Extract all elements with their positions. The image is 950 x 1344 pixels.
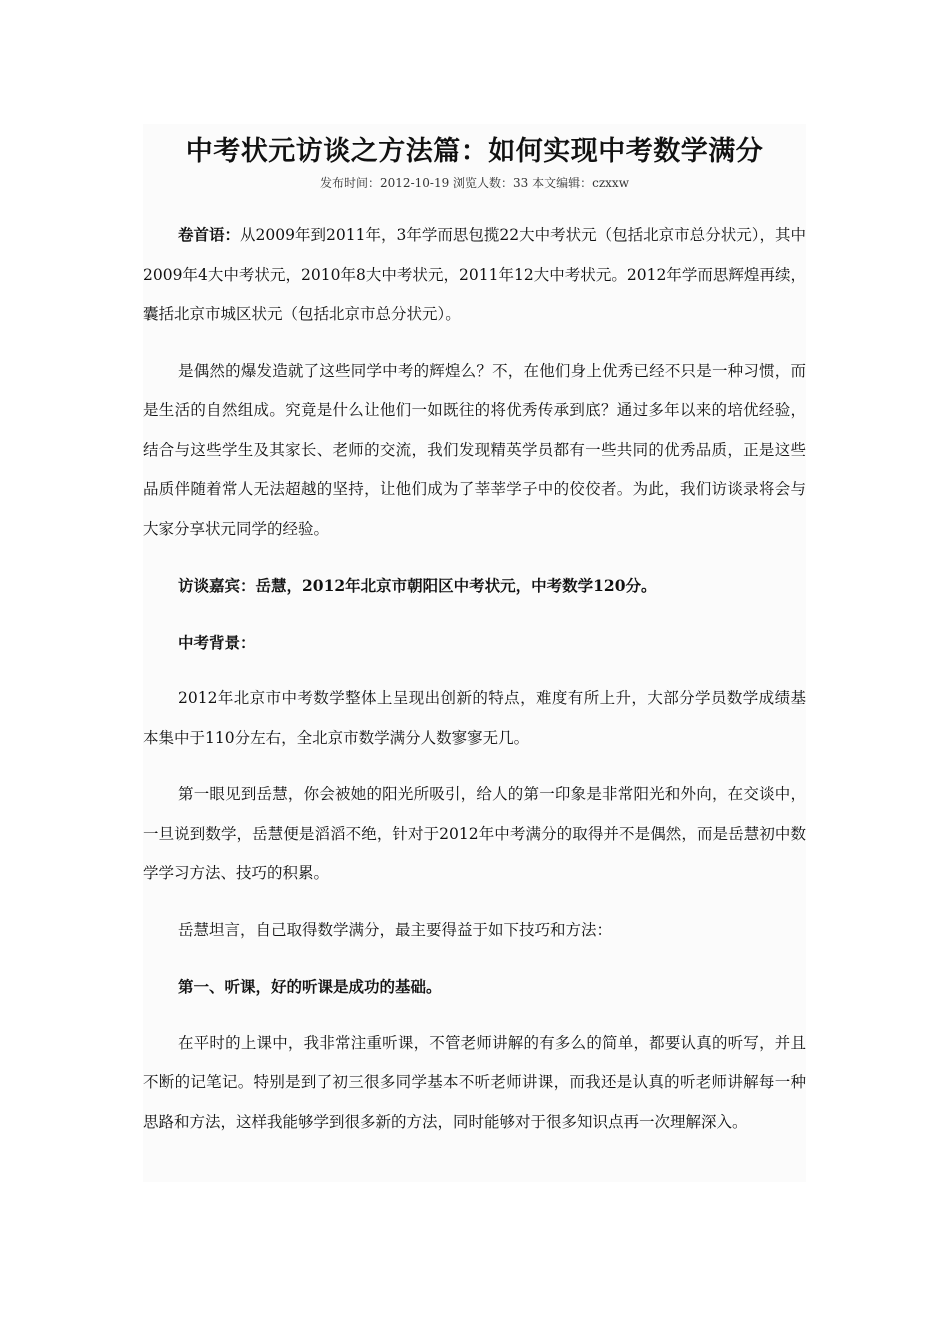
guest-paragraph: 访谈嘉宾：岳慧，2012年北京市朝阳区中考状元，中考数学120分。 <box>178 576 657 595</box>
intro-label: 卷首语： <box>178 225 241 244</box>
impression-paragraph: 第一眼见到岳慧，你会被她的阳光所吸引，给人的第一印象是非常阳光和外向，在交谈中，一旦说到数学，岳慧便是滔滔不绝，针对于2012年中考满分的取得并不是偶然，而是岳慧初中数学学习方法、技巧的积累。 <box>143 785 806 882</box>
article-meta: 发布时间：2012-10-19 浏览人数：33 本文编辑：czxxw <box>320 176 629 190</box>
question-paragraph: 是偶然的爆发造就了这些同学中考的辉煌么？不，在他们身上优秀已经不只是一种习惯，而是生活的自然组成。究竟是什么让他们一如既往的将优秀传承到底？通过多年以来的培优经验，结合与这些学生及其家长、老师的交流，我们发现精英学员都有一些共同的优秀品质，正是这些品质伴随着常人无法超越的坚持，让他们成为了莘莘学子中的佼佼者。为此，我们访谈录将会与大家分享状元同学的经验。 <box>143 361 806 538</box>
confession-paragraph: 岳慧坦言，自己取得数学满分，最主要得益于如下技巧和方法： <box>178 920 613 939</box>
intro-paragraph <box>143 215 806 335</box>
article-container <box>143 124 806 1182</box>
article-title: 中考状元访谈之方法篇：如何实现中考数学满分 <box>185 136 764 167</box>
point1-heading: 第一、听课，好的听课是成功的基础。 <box>178 977 442 996</box>
intro-text: 从2009年到2011年，3年学而思包揽22大中考状元（包括北京市总分状元），其中2009年4大中考状元，2010年8大中考状元，2011年12大中考状元。2012年学而思辉煌再续，囊括北京市城区状元（包括北京市总分状元）。 <box>143 226 806 323</box>
background-paragraph: 2012年北京市中考数学整体上呈现出创新的特点，难度有所上升，大部分学员数学成绩基本集中于110分左右，全北京市数学满分人数寥寥无几。 <box>143 689 806 747</box>
point1-paragraph: 在平时的上课中，我非常注重听课，不管老师讲解的有多么的简单，都要认真的听写，并且不断的记笔记。特别是到了初三很多同学基本不听老师讲课，而我还是认真的听老师讲解每一种思路和方法，这样我能够学到很多新的方法，同时能够对于很多知识点再一次理解深入。 <box>143 1033 806 1131</box>
background-heading: 中考背景： <box>178 632 256 652</box>
